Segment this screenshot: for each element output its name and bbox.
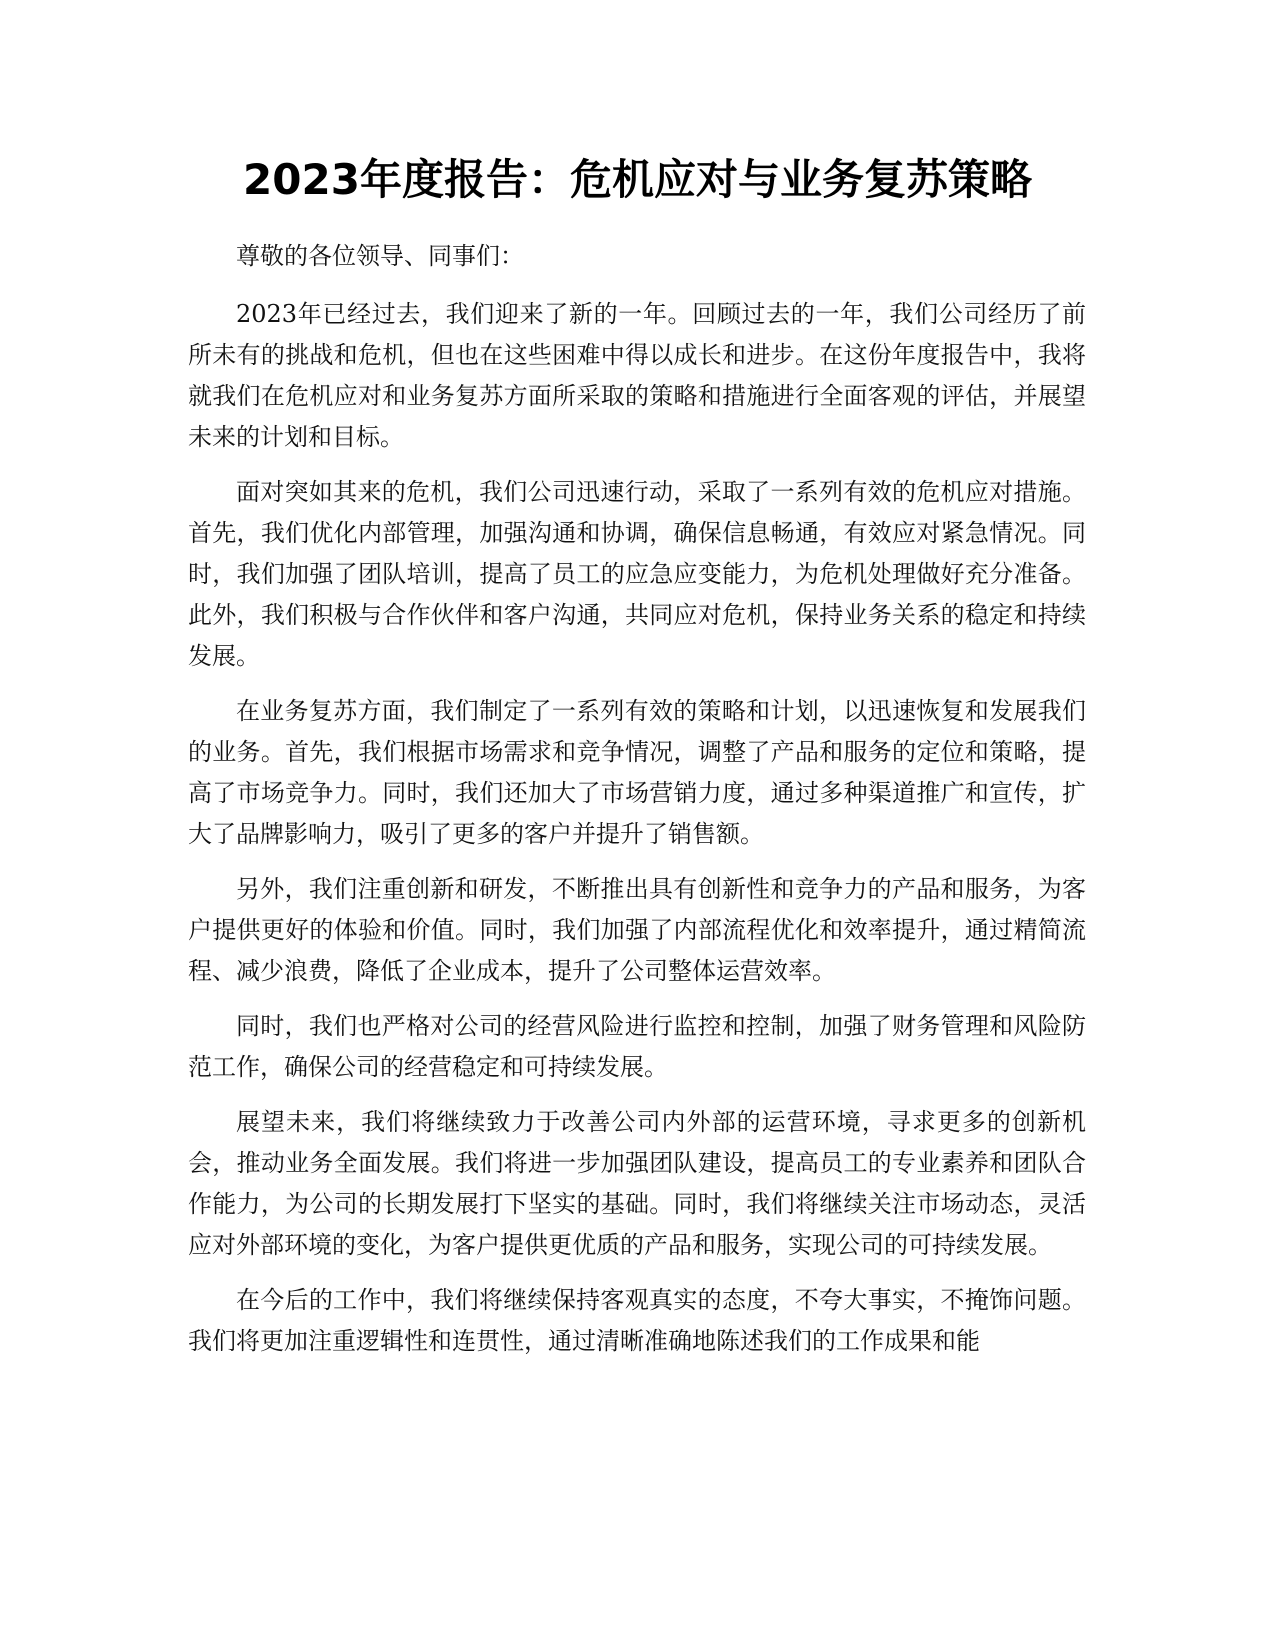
page-title: 2023年度报告：危机应对与业务复苏策略	[243, 155, 1032, 204]
paragraph-7: 在今后的工作中，我们将继续保持客观真实的态度，不夸大事实，不掩饰问题。我们将更加注重逻辑性和连贯性，通过清晰准确地陈述我们的工作成果和能	[188, 1286, 1086, 1355]
paragraph-2: 面对突如其来的危机，我们公司迅速行动，采取了一系列有效的危机应对措施。首先，我们优化内部管理，加强沟通和协调，确保信息畅通，有效应对紧急情况。同时，我们加强了团队培训，提高了员工的应急应变能力，为危机处理做好充分准备。此外，我们积极与合作伙伴和客户沟通，共同应对危机，保持业务关系的稳定和持续发展。	[188, 478, 1086, 670]
paragraph-3: 在业务复苏方面，我们制定了一系列有效的策略和计划，以迅速恢复和发展我们的业务。首先，我们根据市场需求和竞争情况，调整了产品和服务的定位和策略，提高了市场竞争力。同时，我们还加大了市场营销力度，通过多种渠道推广和宣传，扩大了品牌影响力，吸引了更多的客户并提升了销售额。	[188, 697, 1086, 848]
document-body	[188, 236, 1086, 1376]
paragraph-4: 另外，我们注重创新和研发，不断推出具有创新性和竞争力的产品和服务，为客户提供更好的体验和价值。同时，我们加强了内部流程优化和效率提升，通过精简流程、减少浪费，降低了企业成本，提升了公司整体运营效率。	[188, 875, 1086, 985]
paragraph-6: 展望未来，我们将继续致力于改善公司内外部的运营环境，寻求更多的创新机会，推动业务全面发展。我们将进一步加强团队建设，提高员工的专业素养和团队合作能力，为公司的长期发展打下坚实的基础。同时，我们将继续关注市场动态，灵活应对外部环境的变化，为客户提供更优质的产品和服务，实现公司的可持续发展。	[188, 1108, 1086, 1259]
salutation: 尊敬的各位领导、同事们：	[236, 242, 524, 270]
paragraph-5: 同时，我们也严格对公司的经营风险进行监控和控制，加强了财务管理和风险防范工作，确保公司的经营稳定和可持续发展。	[188, 1012, 1086, 1081]
paragraph-1: 2023年已经过去，我们迎来了新的一年。回顾过去的一年，我们公司经历了前所未有的挑战和危机，但也在这些困难中得以成长和进步。在这份年度报告中，我将就我们在危机应对和业务复苏方面所采取的策略和措施进行全面客观的评估，并展望未来的计划和目标。	[188, 300, 1086, 451]
